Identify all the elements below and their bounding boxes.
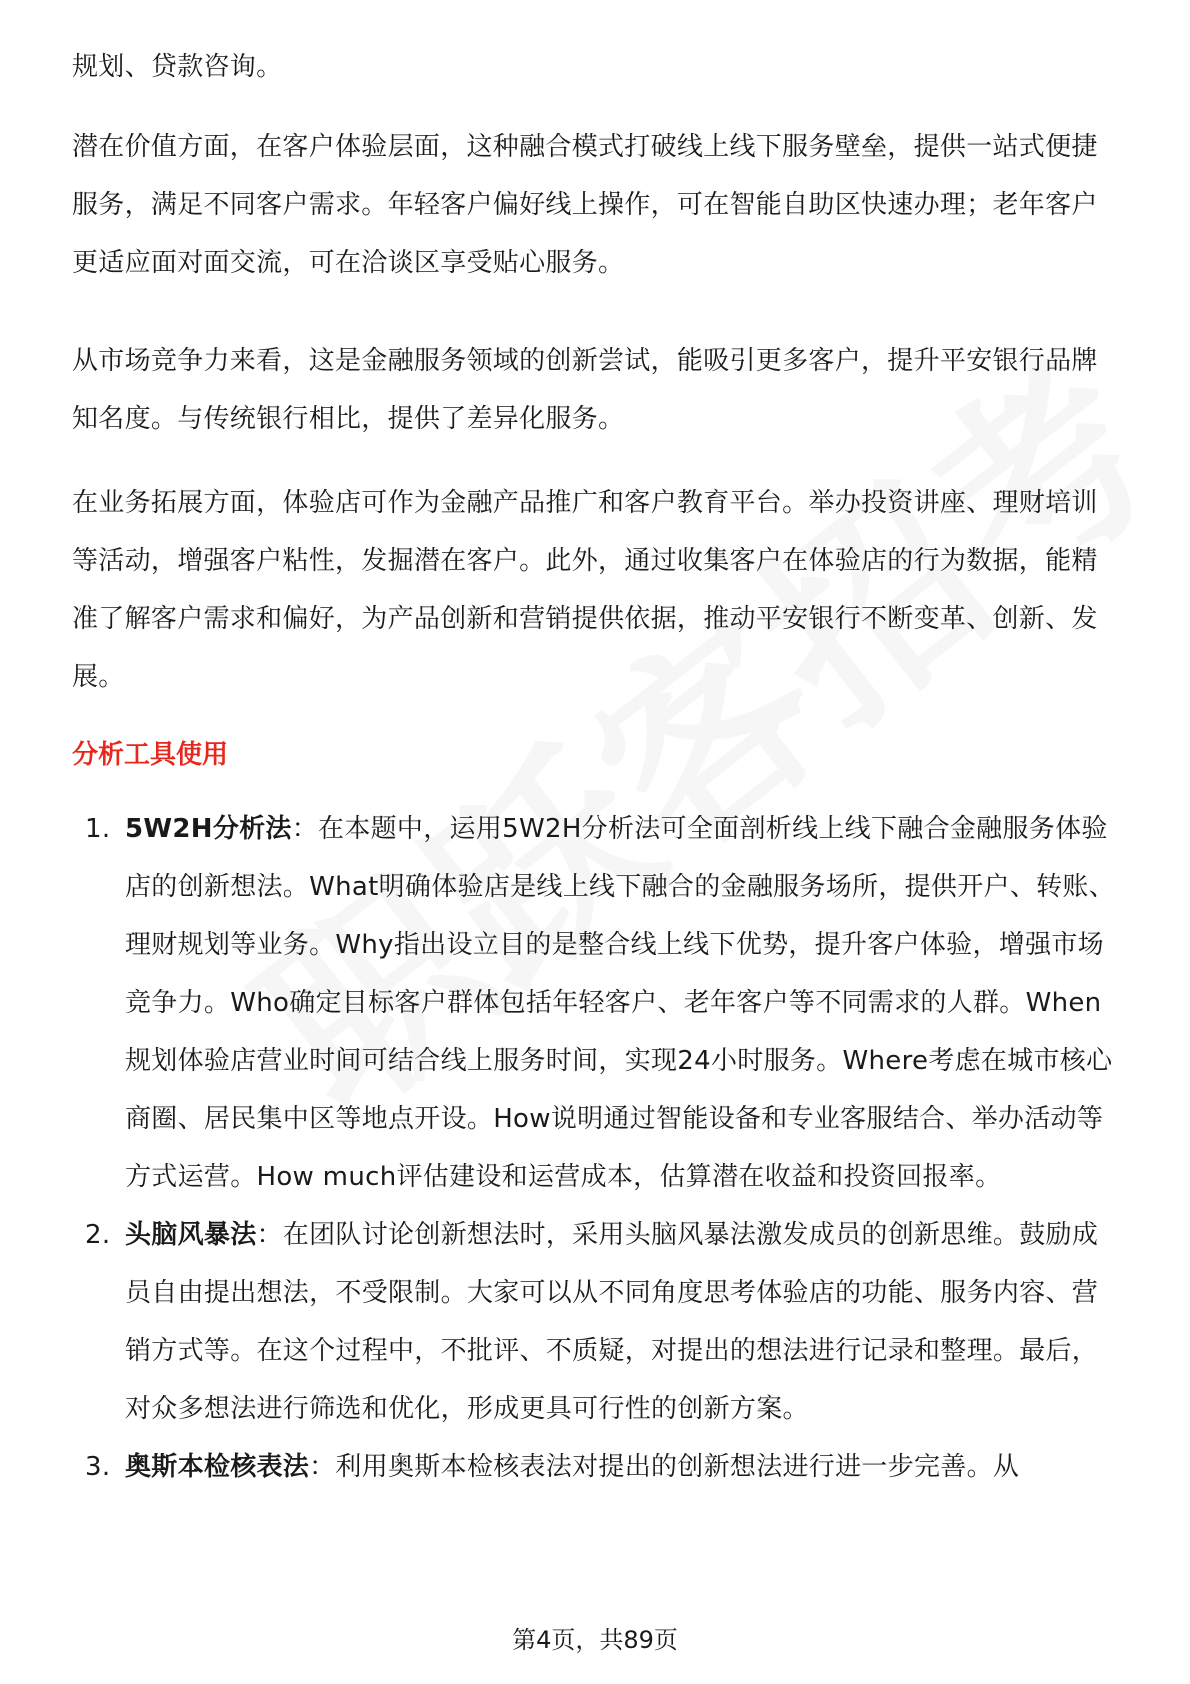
list-term: 5W2H分析法 — [125, 814, 292, 844]
section-title: 分析工具使用 — [72, 740, 229, 770]
list-text: ：利用奥斯本检核表法对提出的创新想法进行进一步完善。从 — [309, 1452, 1020, 1482]
list-term: 奥斯本检核表法 — [125, 1452, 310, 1482]
paragraph-1: 规划、贷款咨询。 — [72, 52, 283, 82]
paragraph-2: 潜在价值方面，在客户体验层面，这种融合模式打破线上线下服务壁垒，提供一站式便捷服务，满足不同客户需求。年轻客户偏好线上操作，可在智能自助区快速办理；老年客户更适应面对面交流，可在洽谈区享受贴心服务。 — [72, 132, 1098, 278]
list-text: ：在团队讨论创新想法时，采用头脑风暴法激发成员的创新思维。鼓励成员自由提出想法，不受限制。大家可以从不同角度思考体验店的功能、服务内容、营销方式等。在这个过程中，不批评、不质疑，对提出的想法进行记录和整理。最后，对众多想法进行筛选和优化，形成更具可行性的创新方案。 — [125, 1220, 1099, 1424]
list-number: 3. — [85, 1452, 111, 1482]
list-number: 1. — [85, 814, 111, 844]
tool-list — [72, 800, 1118, 1496]
paragraph-3: 从市场竞争力来看，这是金融服务领域的创新尝试，能吸引更多客户，提升平安银行品牌知名度。与传统银行相比，提供了差异化服务。 — [72, 346, 1098, 434]
list-number: 2. — [85, 1220, 111, 1250]
list-term: 头脑风暴法 — [125, 1220, 257, 1250]
paragraph-4: 在业务拓展方面，体验店可作为金融产品推广和客户教育平台。举办投资讲座、理财培训等活动，增强客户粘性，发掘潜在客户。此外，通过收集客户在体验店的行为数据，能精准了解客户需求和偏好，为产品创新和营销提供依据，推动平安银行不断变革、创新、发展。 — [72, 488, 1098, 692]
list-text: ：在本题中，运用5W2H分析法可全面剖析线上线下融合金融服务体验店的创新想法。What明确体验店是线上线下融合的金融服务场所，提供开户、转账、理财规划等业务。Why指出设立目的是整合线上线下优势，提升客户体验，增强市场竞争力。Who确定目标客户群体包括年轻客户、老年客户等不同需求的人群。When规划体验店营业时间可结合线上服务时间，实现24小时服务。Where考虑在城市核心商圈、居民集中区等地点开设。How说明通过智能设备和专业客服结合、举办活动等方式运营。How much评估建设和运营成本，估算潜在收益和投资回报率。 — [125, 814, 1116, 1192]
page-footer: 第4页，共89页 — [512, 1626, 678, 1654]
list-item — [72, 1438, 1118, 1496]
list-item — [72, 800, 1118, 1206]
list-item — [72, 1206, 1118, 1438]
